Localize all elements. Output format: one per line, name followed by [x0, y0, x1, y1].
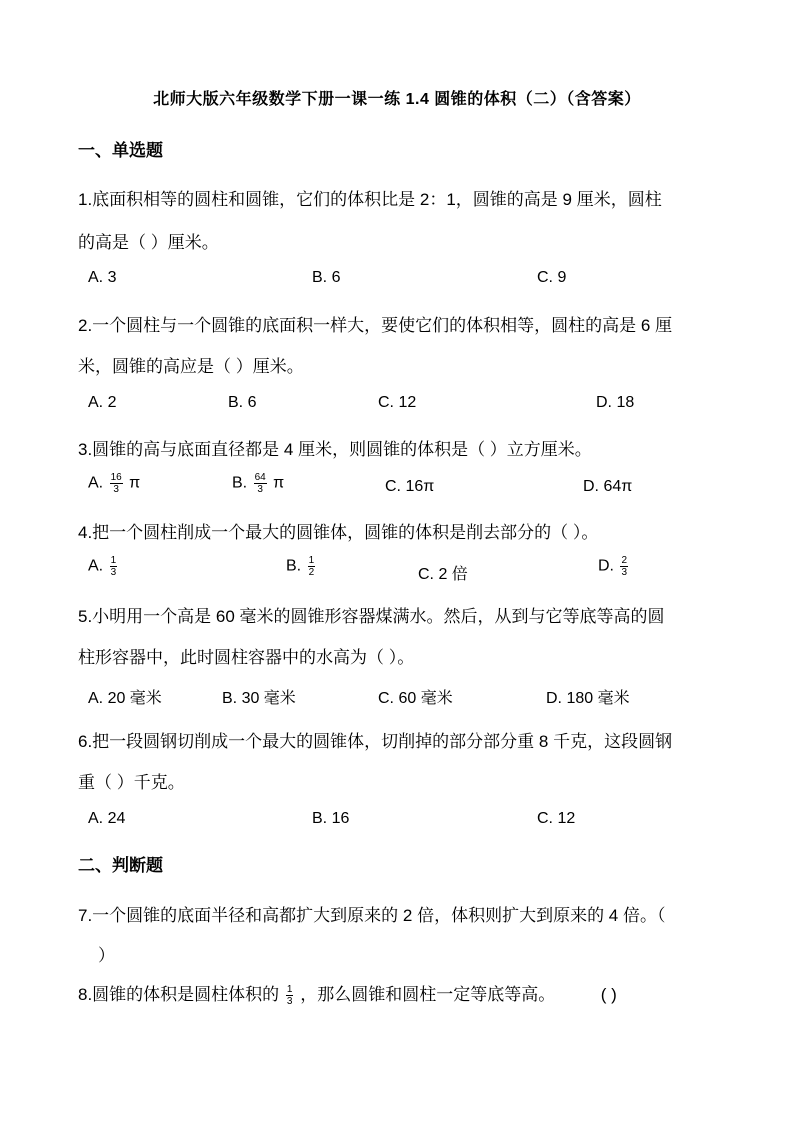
question-3-option-a	[88, 472, 140, 495]
fraction-denominator: 3	[110, 567, 117, 578]
option-b-label: B.	[232, 474, 248, 492]
fraction-denominator: 2	[308, 567, 315, 578]
pi-symbol: π	[129, 474, 141, 492]
fraction-numerator: 2	[621, 555, 628, 566]
fraction	[110, 555, 118, 578]
fraction-denominator: 3	[286, 996, 293, 1008]
question-1-line-1: 1.底面积相等的圆柱和圆锥，它们的体积比是 2：1，圆锥的高是 9 厘米，圆柱	[78, 190, 662, 209]
question-6-option-a: A. 24	[88, 810, 126, 827]
question-6-line-1: 6.把一段圆钢切削成一个最大的圆锥体，切削掉的部分部分重 8 千克，这段圆钢	[78, 732, 673, 751]
question-6-line-2: 重（ ）千克。	[78, 773, 185, 792]
question-4-option-a	[88, 555, 119, 578]
question-2-option-a: A. 2	[88, 394, 117, 411]
section-single-choice: 一、单选题	[78, 141, 163, 160]
question-2-line-1: 2.一个圆柱与一个圆锥的底面积一样大，要使它们的体积相等，圆柱的高是 6 厘	[78, 316, 673, 335]
option-b-label: B.	[286, 557, 302, 575]
fraction-numerator: 64	[254, 472, 266, 483]
question-4-option-c: C. 2 倍	[418, 566, 468, 583]
question-2-line-2: 米，圆锥的高应是（ ）厘米。	[78, 357, 304, 376]
question-8-line-1	[78, 980, 728, 1007]
option-a-label: A.	[88, 557, 104, 575]
question-4-option-b	[286, 555, 317, 578]
page-title: 北师大版六年级数学下册一课一练 1.4 圆锥的体积（二）（含答案）	[153, 91, 641, 108]
question-3-option-d: D. 64π	[583, 478, 633, 495]
option-a-label: A.	[88, 474, 104, 492]
fraction-numerator: 1	[308, 555, 315, 566]
question-5-option-c: C. 60 毫米	[378, 690, 453, 707]
question-2-option-d: D. 18	[596, 394, 635, 411]
question-2-option-c: C. 12	[378, 394, 417, 411]
question-1-option-c: C. 9	[537, 269, 567, 286]
fraction-denominator: 3	[621, 567, 628, 578]
question-5-option-d: D. 180 毫米	[546, 690, 630, 707]
question-6-option-c: C. 12	[537, 810, 576, 827]
question-6-option-b: B. 16	[312, 810, 350, 827]
question-7-line-2: ）	[98, 946, 115, 965]
fraction-numerator: 16	[110, 472, 122, 483]
fraction	[308, 555, 316, 578]
answer-bracket: ( )	[600, 985, 617, 1004]
question-5-option-b: B. 30 毫米	[222, 690, 296, 707]
question-1-line-2: 的高是（ ）厘米。	[78, 233, 219, 252]
fraction	[620, 555, 628, 578]
fraction-denominator: 3	[113, 484, 119, 495]
fraction	[254, 472, 267, 495]
fraction-numerator: 1	[110, 555, 117, 566]
question-1-option-b: B. 6	[312, 269, 341, 286]
question-7-line-1: 7.一个圆锥的底面半径和高都扩大到原来的 2 倍，体积则扩大到原来的 4 倍。（	[78, 906, 666, 925]
section-true-false: 二、判断题	[78, 856, 163, 875]
question-3-line-1: 3.圆锥的高与底面直径都是 4 厘米，则圆锥的体积是（ ）立方厘米。	[78, 440, 592, 459]
question-3-option-c: C. 16π	[385, 478, 435, 495]
fraction-numerator: 1	[286, 984, 293, 996]
question-5-line-1: 5.小明用一个高是 60 毫米的圆锥形容器煤满水。然后，从到与它等底等高的圆	[78, 607, 665, 626]
question-1-option-a: A. 3	[88, 269, 117, 286]
question-4-line-1: 4.把一个圆柱削成一个最大的圆锥体，圆锥的体积是削去部分的（ ）。	[78, 523, 599, 542]
question-3-option-b	[232, 472, 284, 495]
question-5-line-2: 柱形容器中，此时圆柱容器中的水高为（ ）。	[78, 648, 415, 667]
question-4-option-d	[598, 555, 630, 578]
fraction-denominator: 3	[257, 484, 263, 495]
question-2-option-b: B. 6	[228, 394, 257, 411]
pi-symbol: π	[273, 474, 285, 492]
fraction	[286, 984, 294, 1007]
question-8-prefix: 8.圆锥的体积是圆柱体积的	[78, 985, 280, 1004]
question-5-option-a: A. 20 毫米	[88, 690, 162, 707]
fraction	[110, 472, 123, 495]
option-d-label: D.	[598, 557, 614, 575]
question-8-suffix: ，那么圆锥和圆柱一定等底等高。	[300, 985, 556, 1004]
